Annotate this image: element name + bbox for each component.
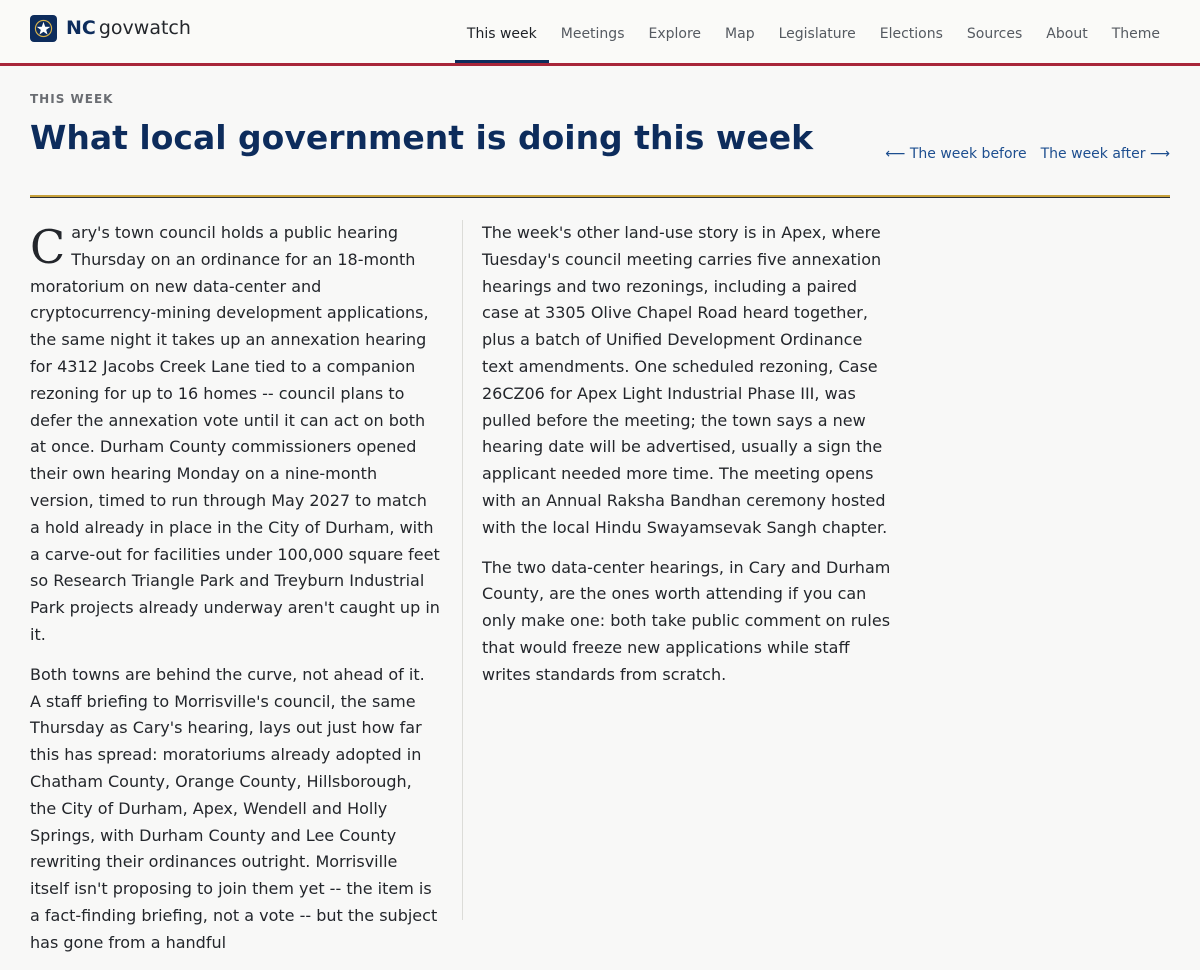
column-divider: [462, 220, 463, 920]
previous-week-link[interactable]: ⟵ The week before: [885, 146, 1027, 162]
nav-legislature[interactable]: Legislature: [778, 26, 856, 42]
article-column-right: [482, 220, 897, 702]
nav-this-week[interactable]: This week: [455, 0, 549, 63]
nav-explore[interactable]: Explore: [648, 26, 702, 42]
article-paragraph: Both towns are behind the curve, not ahead of it. A staff briefing to Morrisville's council, the same Thursday as Cary's hearing, lays out just how far this has spread: moratoriums already adopted in Chatham County, Orange County, Hillsborough, the City of Durham, Apex, Wendell and Holly Springs, with Durham County and Lee County rewriting their ordinances outright. Morrisville itself isn't proposing to join them yet -- the item is a fact-finding briefing, not a vote -- but the subject has gone from a handful: [30, 664, 438, 952]
brand-prefix: NC: [66, 17, 96, 39]
week-navigation: [885, 146, 1170, 162]
site-header: [0, 0, 1200, 66]
nav-sources[interactable]: Sources: [966, 26, 1023, 42]
article-paragraph: The two data-center hearings, in Cary and Durham County, are the ones worth attending if you can only make one: both take public comment on rules that would freeze new applications while staff writes standards from scratch.: [482, 557, 891, 684]
nav-theme[interactable]: Theme: [1111, 26, 1160, 42]
nav-meetings[interactable]: Meetings: [560, 26, 625, 42]
nav-elections[interactable]: Elections: [879, 26, 943, 42]
star-badge-icon: [30, 15, 57, 42]
article-paragraph: [30, 220, 440, 649]
brand-name: [66, 14, 191, 42]
paragraph-text: ary's town council holds a public hearing Thursday on an ordinance for an 18-month moratorium on new data-center and cryptocurrency-mining development applications, the same night it takes up an annexation hearing for 4312 Jacobs Creek Lane tied to a companion rezoning for up to 16 homes -- council plans to defer the annexation vote until it can act on both at once. Durham County commissioners opened their own hearing Monday on a nine-month version, timed to run through May 2027 to match a hold already in place in the City of Durham, with a carve-out for facilities under 100,000 square feet so Research Triangle Park and Treyburn Industrial Park projects already underway aren't caught up in it.: [30, 223, 440, 644]
nav-about[interactable]: About: [1046, 26, 1088, 42]
article-paragraph: The week's other land-use story is in Apex, where Tuesday's council meeting carries five annexation hearings and two rezonings, including a paired case at 3305 Olive Chapel Road heard together, plus a batch of Unified Development Ordinance text amendments. One scheduled rezoning, Case 26CZ06 for Apex Light Industrial Phase III, was pulled before the meeting; the town says a new hearing date will be advertised, usually a sign the applicant needed more time. The meeting opens with an Annual Raksha Bandhan ceremony hosted with the local Hindu Swayamsevak Sangh chapter.: [482, 223, 888, 537]
next-week-link[interactable]: The week after ⟶: [1040, 146, 1170, 162]
nav-map[interactable]: Map: [725, 26, 755, 42]
title-divider: [30, 195, 1170, 198]
brand-logo-link[interactable]: [30, 14, 191, 42]
section-kicker: THIS WEEK: [30, 92, 114, 106]
article-column-left: [30, 220, 440, 970]
brand-wordmark: govwatch: [98, 17, 191, 39]
main-nav: [455, 0, 1172, 63]
drop-cap: C: [30, 220, 66, 274]
page-title: What local government is doing this week: [30, 118, 814, 157]
